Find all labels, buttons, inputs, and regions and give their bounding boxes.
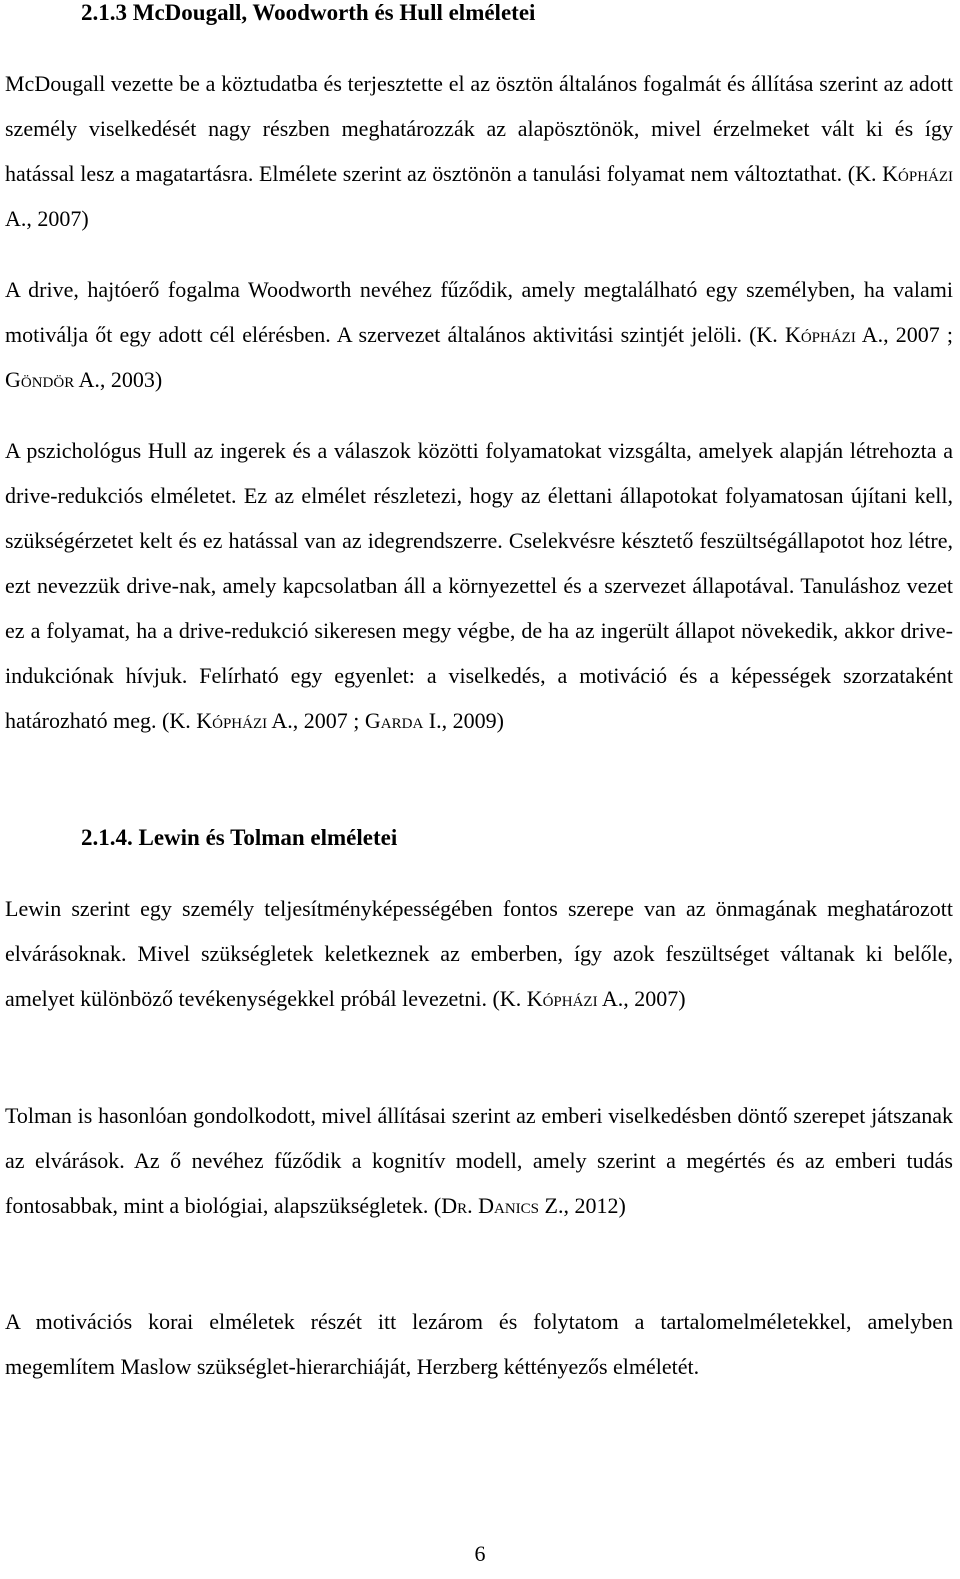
paragraph-hull [5,428,953,743]
paragraph-text: Tolman is hasonlóan gondolkodott, mivel állításai szerint az emberi viselkedésben döntő szerepet játszanak az elvárások. Az ő nevéhez fűződik a kognitív modell, amely szerint a megértés és az emberi tudás fontosabbak, mint a biológiai, alapszükségletek. [5,1103,953,1218]
paragraph-text: Lewin szerint egy személy teljesítményképességében fontos szerepe van az önmagának meghatározott elvárásoknak. Mivel szükségletek keletkeznek az emberben, így azok feszültséget váltanak ki belőle, amelyet különböző tevékenységekkel próbál levezetni. [5,896,953,1011]
citation: (K. Kópházi A., 2007 ; Garda I., 2009) [162,708,504,733]
paragraph-text: A motivációs korai elméletek részét itt lezárom és folytatom a tartalomelméletekkel, amelyben megemlítem Maslow szükséglet-hierarchiáját, Herzberg kéttényezős elméletét. [5,1309,953,1379]
citation: (K. Kópházi A., 2007 ; Göndör A., 2003) [5,322,953,392]
paragraph-text: A drive, hajtóerő fogalma Woodworth nevéhez fűződik, amely megtalálható egy személyben, ha valami motiválja őt egy adott cél elérésben. A szervezet általános aktivitási szintjét jelöli. [5,277,953,347]
paragraph-text: A pszichológus Hull az ingerek és a válaszok közötti folyamatokat vizsgálta, amelyek alapján létrehozta a drive-redukciós elméletet. Ez az elmélet részletezi, hogy az élettani állapotokat folyamatosan újítani kell, szükségérzetet kelt és ez hatással van az idegrendszerre. Cselekvésre késztető feszültségállapotot hoz létre, ezt nevezzük drive-nak, amely kapcsolatban áll a környezettel és a szervezet állapotával. Tanuláshoz vezet ez a folyamat, ha a drive-redukció sikeresen megy végbe, de ha az ingerült állapot növekedik, akkor drive-indukciónak hívjuk. Felírható egy egyenlet: a viselkedés, a motiváció és a képességek szorzataként határozható meg. [5,438,953,733]
paragraph-woodworth [5,267,953,402]
paragraph-mcdougall [5,61,953,241]
paragraph-lewin [5,886,953,1021]
citation: (K. Kópházi A., 2007) [492,986,686,1011]
section-heading-lewin-tolman: 2.1.4. Lewin és Tolman elméletei [81,825,398,850]
paragraph-text: McDougall vezette be a köztudatba és terjesztette el az ösztön általános fogalmát és állítása szerint az adott személy viselkedését nagy részben meghatározzák az alapösztönök, mivel érzelmeket vált ki és így hatással lesz a magatartásra. Elmélete szerint az ösztönön a tanulási folyamat nem változtathat. [5,71,953,186]
paragraph-tolman [5,1093,953,1228]
citation: (Dr. Danics Z., 2012) [433,1193,626,1218]
page-number: 6 [474,1541,486,1566]
paragraph-closing [5,1299,953,1389]
section-heading-mcdougall: 2.1.3 McDougall, Woodworth és Hull elméletei [81,0,536,25]
citation: (K. Kópházi A., 2007) [5,161,954,231]
